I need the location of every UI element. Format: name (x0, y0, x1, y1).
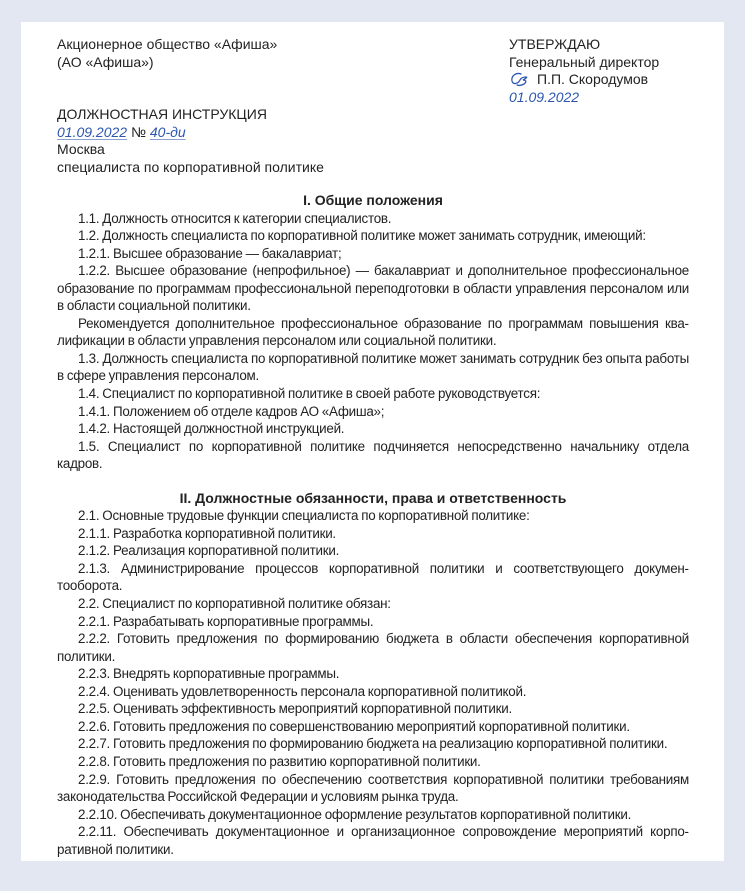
document-date: 01.09.2022 (57, 123, 128, 140)
paragraph: 2.2.1. Разрабатывать корпоративные программы. (78, 613, 374, 629)
section-title: II. Должностные обязанности, права и ответственность (179, 489, 567, 506)
paragraph: Рекомендуется дополнительное профессиональное образование по программам повышения квалификации в области управления персоналом или социальной политики. (57, 315, 689, 349)
approval-block (509, 36, 659, 106)
paragraph: 1.2.1. Высшее образование — бакалавриат; (78, 245, 342, 261)
number-sign: № (130, 123, 146, 140)
section-title: I. Общие положения (303, 192, 443, 208)
paragraph: 1.2.2. Высшее образование (непрофильное) — бакалавриат и дополнительное профессиональное образование по программам профессиональной переподготовки в области управления персоналом или в области социальной политики. (57, 263, 689, 314)
paragraph: 2.1. Основные трудовые функции специалиста по корпоративной политике: (78, 508, 530, 524)
paragraph: 1.4.1. Положением об отделе кадров АО «Афиша»; (78, 403, 385, 419)
approval-heading: УТВЕРЖДАЮ (509, 36, 601, 52)
signature-line (509, 71, 659, 89)
paragraph: 2.1.3. Администрирование процессов корпоративной политики и соответствующего документооборота. (57, 560, 689, 594)
document-date-number (57, 124, 324, 142)
organization-short-name: (АО «Афиша») (57, 53, 154, 70)
paragraph: 2.2.2. Готовить предложения по формированию бюджета в области обеспечения корпоративной политики. (57, 631, 689, 664)
paragraph: 2.2.9. Готовить предложения по обеспечению соответствия корпоративной политики требованиям законодательства Российской Федерации и условиям рынка труда. (57, 771, 689, 805)
paragraph: 2.1.1. Разработка корпоративной политики. (78, 525, 336, 541)
document-city: Москва (57, 141, 105, 157)
paragraph: 1.4. Специалист по корпоративной политике в своей работе руководствуется: (78, 386, 541, 402)
paragraph: 2.1.2. Реализация корпоративной политики. (78, 543, 340, 559)
organization-full-name: Акционерное общество «Афиша» (57, 36, 278, 52)
paragraph: 2.2.7. Готовить предложения по формированию бюджета на реализацию корпоративной политики. (78, 736, 668, 752)
paragraph: 1.1. Должность относится к категории специалистов. (78, 210, 392, 226)
paragraph: 1.5. Специалист по корпоративной политике подчиняется непосредственно начальнику отдела кадров. (57, 438, 689, 472)
paragraph: 1.2. Должность специалиста по корпоративной политике может занимать сотрудник, имеющий: (78, 228, 646, 244)
paragraph: 2.2.10. Обеспечивать документационное оформление результатов корпоративной политики. (78, 806, 632, 822)
paragraph: 2.2.3. Внедрять корпоративные программы. (78, 666, 340, 682)
document-subject: специалиста по корпоративной политике (57, 158, 324, 175)
paragraph: 1.4.2. Настоящей должностной инструкцией. (78, 421, 345, 437)
paragraph: 1.3. Должность специалиста по корпоративной политике может занимать сотрудник без опыта работы в сфере управления персоналом. (57, 350, 689, 384)
approver-position: Генеральный директор (509, 53, 660, 70)
document-meta (57, 106, 324, 176)
document-page (21, 22, 724, 861)
paragraph: 2.2.8. Готовить предложения по развитию корпоративной политики. (78, 753, 481, 769)
paragraph: 2.2.4. Оценивать удовлетворенность персонала корпоративной политикой. (78, 683, 527, 699)
document-number: 40-ди (149, 123, 186, 140)
signature-icon (509, 71, 531, 87)
paragraph: 2.2. Специалист по корпоративной политике обязан: (78, 596, 391, 612)
organization-block (57, 36, 277, 71)
paragraph: 2.2.6. Готовить предложения по совершенствованию мероприятий корпоративной политики. (78, 718, 630, 734)
document-type: ДОЛЖНОСТНАЯ ИНСТРУКЦИЯ (57, 106, 267, 122)
signer-name: П.П. Скородумов (537, 71, 649, 87)
paragraph: 2.2.11. Обеспечивать документационное и организационное сопровождение мероприятий корпоративной политики. (57, 824, 689, 857)
paragraph: 2.2.5. Оценивать эффективность мероприятий корпоративной политики. (78, 701, 512, 717)
document-body (57, 192, 689, 858)
approval-date: 01.09.2022 (509, 88, 580, 105)
